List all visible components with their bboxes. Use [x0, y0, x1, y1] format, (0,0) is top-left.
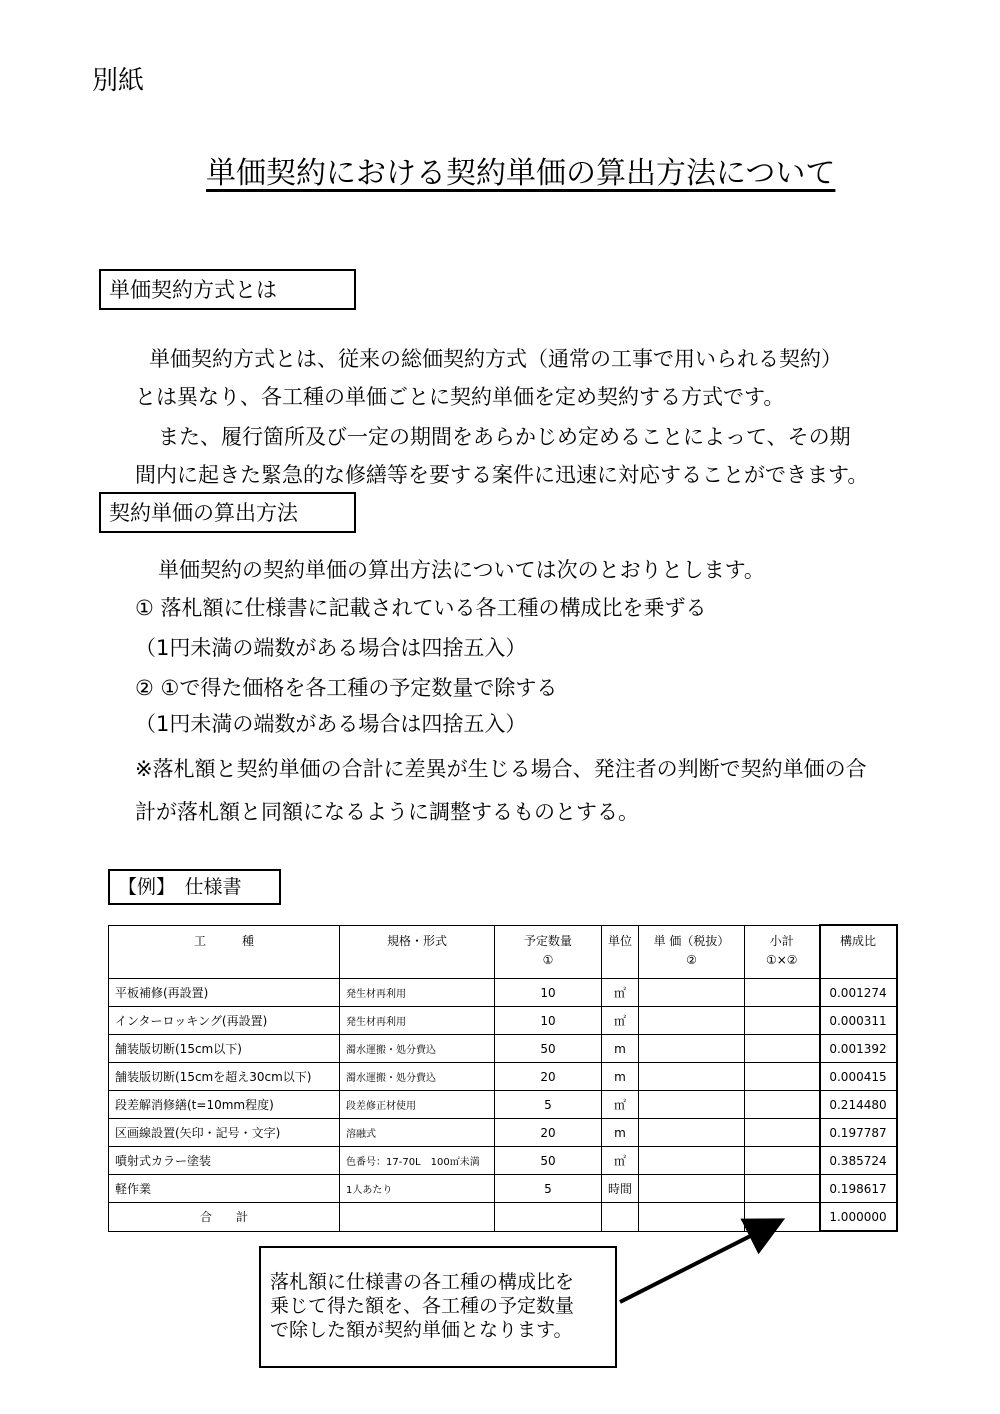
cell-qty: 50 [495, 1147, 602, 1175]
header-unit: 単位 [602, 925, 639, 979]
header-ratio: 構成比 [820, 925, 897, 979]
header-qty-label: 予定数量 [523, 933, 572, 948]
callout-line: 落札額に仕様書の各工種の構成比を [270, 1271, 575, 1293]
cell-spec: 発生材再利用 [340, 1007, 495, 1035]
cell-work: 軽作業 [109, 1175, 340, 1203]
step-note: （1円未満の端数がある場合は四捨五入） [135, 712, 527, 736]
cell-work: 舗装版切断(15cmを超え30cm以下) [109, 1063, 340, 1091]
example-heading: 【例】 仕様書 [108, 869, 281, 905]
cell-qty: 10 [495, 1007, 602, 1035]
callout-line: 乗じて得た額を、各工種の予定数量 [270, 1295, 575, 1317]
header-spec: 規格・形式 [340, 925, 495, 979]
cell-spec: 発生材再利用 [340, 979, 495, 1007]
cell-unit: ㎡ [602, 1091, 639, 1119]
paragraph-line: 単価契約方式とは、従来の総価契約方式（通常の工事で用いられる契約） [149, 347, 842, 371]
cell-ratio: 0.214480 [820, 1091, 897, 1119]
cell-qty: 10 [495, 979, 602, 1007]
paragraph-line: 間内に起きた緊急的な修繕等を要する案件に迅速に対応することができます。 [135, 463, 869, 487]
cell-unit: m [602, 1035, 639, 1063]
callout-box [259, 1246, 617, 1368]
cell-work: 平板補修(再設置) [109, 979, 340, 1007]
cell-unit: ㎡ [602, 1007, 639, 1035]
paragraph-line: 単価契約の契約単価の算出方法については次のとおりとします。 [158, 558, 765, 582]
numbered-step: ① 落札額に仕様書に記載されている各工種の構成比を乗ずる [135, 596, 707, 620]
cell-spec: 濁水運搬・処分費込 [340, 1063, 495, 1091]
cell-spec: 濁水運搬・処分費込 [340, 1035, 495, 1063]
cell-ratio: 0.001392 [820, 1035, 897, 1063]
cell-ratio: 0.000311 [820, 1007, 897, 1035]
cell-spec: 1人あたり [340, 1175, 495, 1203]
header-price-sub: ② [686, 952, 697, 967]
cell-spec: 色番号：17-70L 100㎡未満 [340, 1147, 495, 1175]
cell-spec: 段差修正材使用 [340, 1091, 495, 1119]
cell-unit: ㎡ [602, 1147, 639, 1175]
numbered-step: ② ①で得た価格を各工種の予定数量で除する [135, 676, 558, 700]
cell-unit: ㎡ [602, 979, 639, 1007]
cell-work: 舗装版切断(15cm以下) [109, 1035, 340, 1063]
total-ratio: 1.000000 [820, 1203, 897, 1232]
header-subtotal-label: 小計 [769, 933, 794, 948]
cell-qty: 5 [495, 1175, 602, 1203]
cell-qty: 5 [495, 1091, 602, 1119]
cell-qty: 20 [495, 1063, 602, 1091]
cell-qty: 20 [495, 1119, 602, 1147]
cell-ratio: 0.198617 [820, 1175, 897, 1203]
cell-spec: 溶融式 [340, 1119, 495, 1147]
total-label: 合 計 [109, 1203, 340, 1232]
header-price-label: 単 価（税抜） [653, 933, 730, 948]
cell-ratio: 0.000415 [820, 1063, 897, 1091]
header-work: 工 種 [109, 925, 340, 979]
step-note: （1円未満の端数がある場合は四捨五入） [135, 636, 527, 660]
cell-ratio: 0.385724 [820, 1147, 897, 1175]
cell-ratio: 0.197787 [820, 1119, 897, 1147]
cell-work: 段差解消修繕(t=10mm程度) [109, 1091, 340, 1119]
cell-work: 噴射式カラー塗装 [109, 1147, 340, 1175]
paragraph-line: とは異なり、各工種の単価ごとに契約単価を定め契約する方式です。 [135, 385, 785, 409]
remark-line: 計が落札額と同額になるように調整するものとする。 [135, 800, 639, 824]
cell-ratio: 0.001274 [820, 979, 897, 1007]
callout-line: で除した額が契約単価となります。 [270, 1319, 573, 1341]
cell-work: 区画線設置(矢印・記号・文字) [109, 1119, 340, 1147]
header-subtotal-sub: ①×② [765, 952, 798, 967]
cell-qty: 50 [495, 1035, 602, 1063]
page-title: 単価契約における契約単価の算出方法について [206, 156, 836, 191]
cell-unit: m [602, 1119, 639, 1147]
section-heading-unit-price-contract: 単価契約方式とは [99, 269, 356, 310]
cell-unit: 時間 [602, 1175, 639, 1203]
paragraph-line: また、履行箇所及び一定の期間をあらかじめ定めることによって、その期 [158, 425, 851, 449]
attachment-label: 別紙 [92, 66, 145, 96]
cell-work: インターロッキング(再設置) [109, 1007, 340, 1035]
section-heading-calculation-method: 契約単価の算出方法 [99, 492, 356, 533]
cell-unit: m [602, 1063, 639, 1091]
remark-line: ※落札額と契約単価の合計に差異が生じる場合、発注者の判断で契約単価の合 [135, 757, 867, 781]
header-qty-sub: ① [542, 952, 554, 967]
